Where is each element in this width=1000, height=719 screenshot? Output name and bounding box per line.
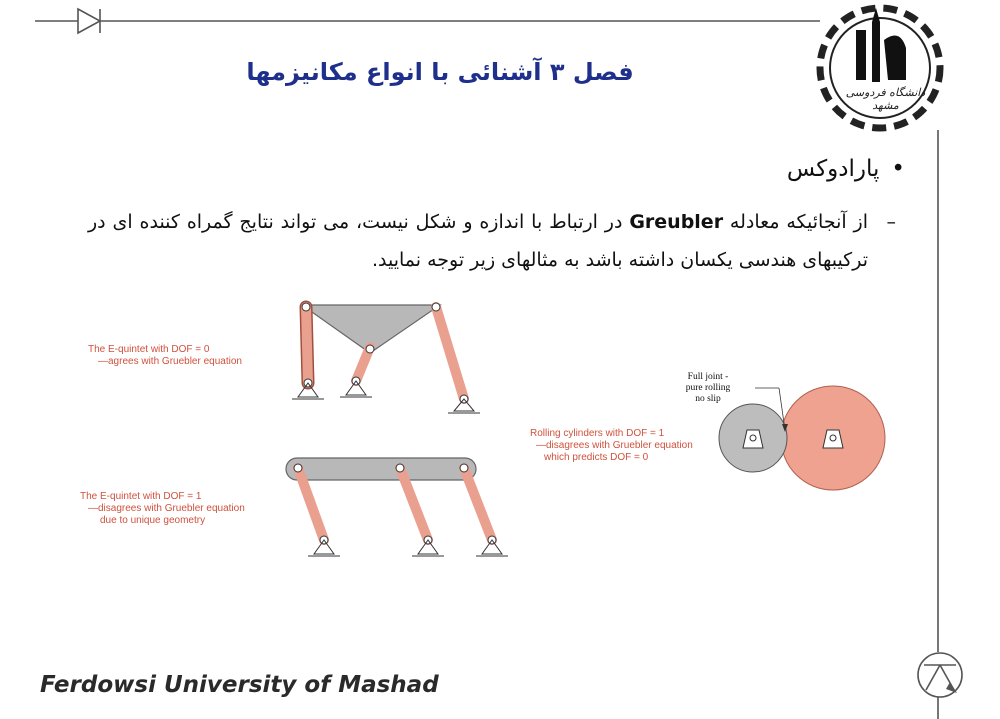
bullet-item [787,156,905,182]
fig1-caption: The E-quintet with DOF = 0 —agrees with Gruebler equation [88,344,242,367]
ground-supports [292,381,480,413]
logo-caption: دانشگاه فردوسی مشهد [845,86,926,112]
fig2-caption: The E-quintet with DOF = 1 —disagrees with Gruebler equation due to unique geometry [80,491,245,526]
footer-university: Ferdowsi University of Mashad [40,672,439,698]
link-right [436,307,464,399]
bullet-text: پارادوکس [786,156,880,182]
sub-bullet-paragraph [88,203,896,279]
ground-supports-2 [308,540,508,556]
fig3-caption: Rolling cylinders with DOF = 1 —disagrees with Gruebler equation which predicts DOF = 0 [530,428,693,463]
coupler-bar [286,458,476,480]
slide-title: فصل ۳ آشنائی با انواع مکانیزمها [246,58,634,86]
link-3 [464,468,492,540]
figure-equintet-dof0 [280,295,520,415]
greubler-term: Greubler [629,211,724,233]
dash-icon: – [886,211,896,233]
sub-text-part2: در ارتباط با اندازه و شکل نیست، می تواند نتایج گمراه کننده ای در ترکیبهای هندسی یکسان داشته باشد به مثالهای زیر توجه نمایید. [88,211,868,271]
transistor-icon [918,653,962,719]
bullet-dot-icon: • [891,156,905,182]
joint-label: Full joint - pure rolling no slip [685,372,731,404]
figure-equintet-dof1 [280,450,540,560]
sub-text-part1: از آنجائیکه معادله [723,211,868,233]
diode-icon [78,9,100,33]
